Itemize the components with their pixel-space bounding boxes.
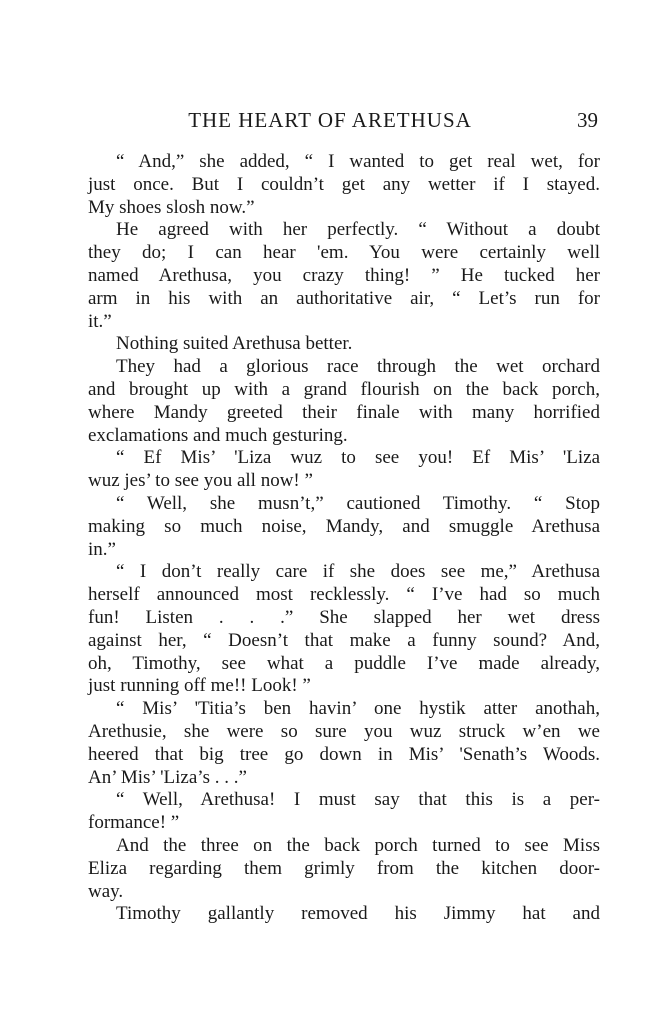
- text-line: wuz jes’ to see you all now! ”: [88, 470, 313, 492]
- text-line: “ I don’t really care if she does see me,” Arethusa: [116, 561, 600, 583]
- text-line: “ And,” she added, “ I wanted to get real wet, for: [116, 151, 600, 172]
- text-line: just once. But I couldn’t get any wetter if I stayed.: [88, 173, 600, 195]
- text-line: formance! ”: [88, 812, 180, 834]
- text-line: He agreed with her perfectly. “ Without a doubt: [116, 219, 600, 241]
- text-line: in.”: [88, 538, 116, 560]
- text-line: herself announced most recklessly. “ I’ve had so much: [88, 584, 600, 606]
- text-line: Arethusie, she were so sure you wuz struck w’en we: [88, 720, 600, 742]
- text-line: “ Ef Mis’ 'Liza wuz to see you! Ef Mis’ 'Liza: [116, 447, 600, 469]
- text-line: They had a glorious race through the wet orchard: [116, 356, 600, 378]
- text-line: My shoes slosh now.”: [88, 196, 255, 218]
- body-text: [88, 151, 600, 926]
- text-line: it.”: [88, 310, 112, 332]
- text-line: they do; I can hear 'em. You were certainly well: [88, 242, 600, 264]
- text-line: And the three on the back porch turned to see Miss: [116, 834, 600, 856]
- text-line: way.: [88, 880, 124, 902]
- text-line: Timothy gallantly removed his Jimmy hat and: [116, 903, 600, 925]
- text-line: An’ Mis’ 'Liza’s . . .”: [88, 766, 247, 788]
- text-line: “ Mis’ 'Titia’s ben havin’ one hystik atter anothah,: [116, 698, 600, 720]
- text-line: Nothing suited Arethusa better.: [116, 333, 353, 355]
- text-line: fun! Listen . . .” She slapped her wet dress: [88, 606, 600, 628]
- running-title: THE HEART OF ARETHUSA: [188, 108, 472, 132]
- text-line: named Arethusa, you crazy thing! ” He tucked her: [88, 264, 600, 286]
- text-line: arm in his with an authoritative air, “ Let’s run for: [88, 287, 600, 309]
- text-line: exclamations and much gesturing.: [88, 424, 348, 446]
- text-line: and brought up with a grand flourish on the back porch,: [88, 378, 600, 400]
- text-line: heered that big tree go down in Mis’ 'Senath’s Woods.: [88, 743, 600, 765]
- page-number: 39: [577, 108, 598, 132]
- text-line: “ Well, she musn’t,” cautioned Timothy. “ Stop: [116, 492, 600, 514]
- text-line: making so much noise, Mandy, and smuggle Arethusa: [88, 515, 600, 537]
- text-line: where Mandy greeted their finale with many horrified: [88, 401, 600, 423]
- text-line: Eliza regarding them grimly from the kitchen door-: [88, 857, 600, 879]
- text-line: against her, “ Doesn’t that make a funny sound? And,: [88, 629, 600, 651]
- text-line: oh, Timothy, see what a puddle I’ve made already,: [88, 652, 600, 674]
- text-line: “ Well, Arethusa! I must say that this is a per-: [116, 789, 600, 811]
- text-line: just running off me!! Look! ”: [88, 675, 311, 697]
